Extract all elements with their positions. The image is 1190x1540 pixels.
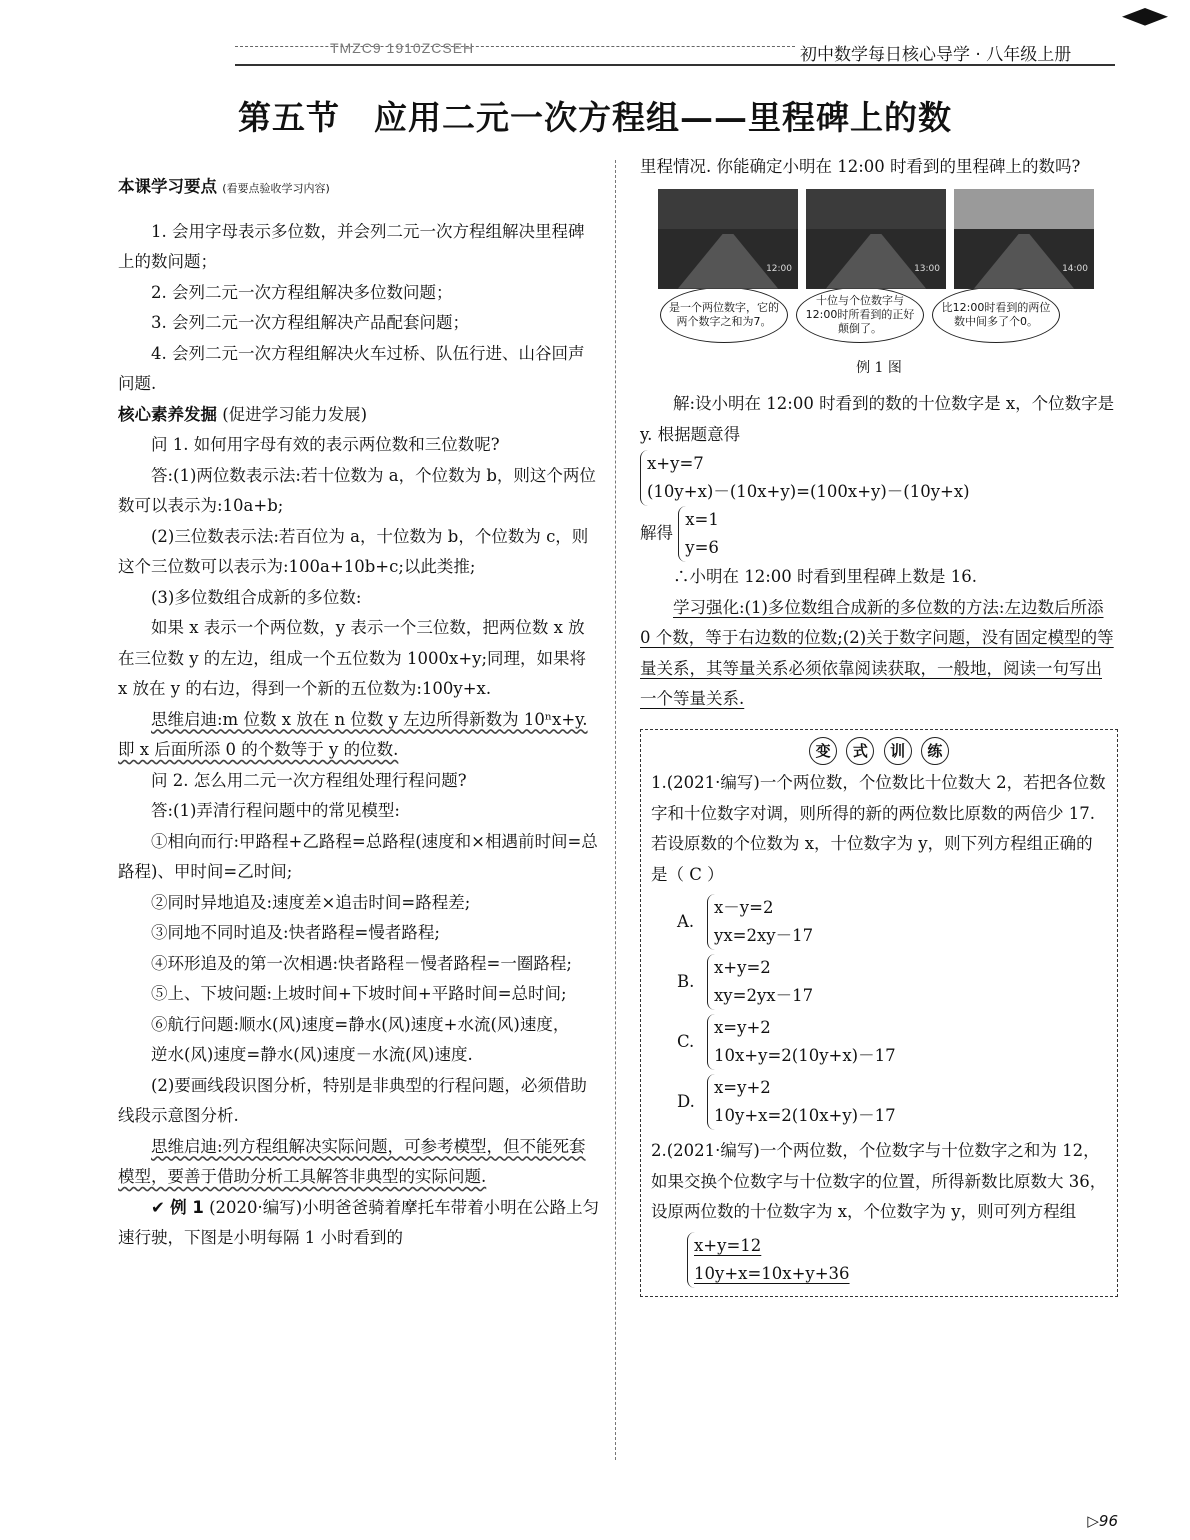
point-4: 4. 会列二元一次方程组解决火车过桥、队伍行进、山谷回声问题. — [118, 343, 585, 393]
section-note: (看要点验收学习内容) — [222, 182, 330, 195]
book-title: 初中数学每日核心导学 · 八年级上册 — [800, 45, 1072, 65]
brace — [707, 1014, 896, 1070]
section-title: 核心素养发掘 — [118, 404, 217, 424]
option-c — [677, 1014, 1107, 1070]
equation: x=y+2 — [714, 1018, 771, 1037]
equation: 10y+x=2(10x+y)－17 — [714, 1106, 896, 1125]
title-char: 训 — [884, 737, 912, 765]
model-item: ⑥航行问题:顺水(风)速度=静水(风)速度+水流(风)速度， — [151, 1014, 570, 1034]
title-char: 练 — [921, 737, 949, 765]
answer-2-part-2: (2)要画线段识图分析，特别是非典型的行程问题，必须借助线段示意图分析. — [118, 1075, 587, 1125]
question-2: 问 2. 怎么用二元一次方程组处理行程问题? — [151, 770, 467, 790]
equation: 10x+y=2(10y+x)－17 — [714, 1046, 896, 1065]
equation: x+y=7 — [647, 454, 704, 473]
option-label: D. — [677, 1091, 695, 1111]
equation: x=1 — [685, 510, 719, 529]
brace — [707, 894, 813, 950]
page-title: 第五节 应用二元一次方程组——里程碑上的数 — [238, 98, 952, 137]
answer-1-part-4: 如果 x 表示一个两位数，y 表示一个三位数，把两位数 x 放在三位数 y 的左边，组成一个五位数为 1000x+y;同理，如果将 x 放在 y 的右边，得到一个新的五位数为:100y+x. — [118, 618, 587, 698]
answer-1-part-1: 答:(1)两位数表示法:若十位数为 a，个位数为 b，则这个两位数可以表示为:10a+b; — [118, 465, 596, 515]
answer-1-part-3: (3)多位数组合成新的多位数: — [151, 587, 362, 607]
brace — [687, 1232, 850, 1288]
equation: xy=2yx－17 — [714, 986, 814, 1005]
practice-question-2: 2.(2021·编写)一个两位数，个位数字与十位数字之和为 12，如果交换个位数字与十位数字的位置，所得新数比原数大 36，设原两位数的十位数字为 x，个位数字为 y，则可列方程组 — [651, 1141, 1107, 1221]
road-photo — [954, 189, 1094, 289]
brace — [707, 1074, 896, 1130]
speech-bubble: 是一个两位数字，它的两个数字之和为7。 — [660, 287, 788, 343]
brace — [640, 450, 970, 506]
equation: (10y+x)－(10x+y)=(100x+y)－(10y+x) — [647, 482, 970, 501]
equation: x+y=12 — [694, 1235, 762, 1255]
equation: x+y=2 — [714, 958, 771, 977]
brace — [678, 506, 719, 562]
solution-result — [640, 506, 1118, 562]
solution-setup: 解:设小明在 12:00 时看到的数的十位数字是 x，个位数字是 y. 根据题意得 — [640, 394, 1115, 444]
practice-title — [651, 736, 1107, 767]
figure-caption: 例 1 图 — [856, 359, 902, 376]
practice-question-1: 1.(2021·编写)一个两位数，个位数比十位数大 2，若把各位数字和十位数字对调，则所得的新的两位数比原数的两倍少 17. 若设原数的个位数为 x，十位数字为 y，则下列方程组正确的是（ C ） — [651, 773, 1106, 884]
example-continuation: 里程情况. 你能确定小明在 12:00 时看到的里程碑上的数吗? — [640, 157, 1081, 176]
equation-system — [640, 450, 1118, 506]
example-label: 例 1 — [170, 1197, 204, 1217]
model-item: 逆水(风)速度=静水(风)速度－水流(风)速度. — [151, 1045, 473, 1064]
point-3: 3. 会列二元一次方程组解决产品配套问题； — [151, 313, 469, 332]
road-photo — [806, 189, 946, 289]
section-note: (促进学习能力发展) — [222, 404, 368, 424]
equation: 10y+x=10x+y+36 — [694, 1263, 850, 1283]
page-number: ▷96 — [1087, 1512, 1118, 1530]
title-char: 变 — [809, 737, 837, 765]
equation: x=y+2 — [714, 1078, 771, 1097]
equation: x－y=2 — [714, 898, 774, 917]
checkmark-icon: ✔ — [151, 1197, 165, 1217]
model-item: ⑤上、下坡问题:上坡时间+下坡时间+平路时间=总时间; — [151, 984, 567, 1003]
right-column — [640, 152, 1118, 1297]
speech-bubble: 十位与个位数字与12:00时所看到的正好颠倒了。 — [796, 287, 924, 343]
model-item: ③同地不同时追及:快者路程=慢者路程; — [151, 923, 440, 942]
option-b — [677, 954, 1107, 1010]
title-char: 式 — [846, 737, 874, 765]
option-a — [677, 894, 1107, 950]
point-1: 1. 会用字母表示多位数，并会列二元一次方程组解决里程碑上的数问题； — [118, 221, 585, 271]
section-core — [118, 400, 600, 431]
road-photo — [658, 189, 798, 289]
speech-bubbles — [660, 287, 1118, 343]
answer-system — [687, 1232, 1107, 1288]
section-title: 本课学习要点 — [118, 177, 217, 196]
photo-time: 14:00 — [1062, 264, 1088, 274]
option-label: C. — [677, 1031, 695, 1051]
column-divider — [615, 160, 616, 1460]
left-column — [118, 172, 600, 1254]
question-1: 问 1. 如何用字母有效的表示两位数和三位数呢? — [151, 435, 500, 454]
photo-time: 13:00 — [914, 264, 940, 274]
header-faded-code: TMZC9 1910ZCSEH — [330, 40, 475, 56]
practice-box — [640, 729, 1118, 1297]
graduation-cap-icon — [1122, 8, 1168, 30]
solve-label: 解得 — [640, 523, 673, 543]
hint-2: 思维启迪:列方程组解决实际问题，可参考模型，但不能死套模型，要善于借助分析工具解答非典型的实际问题. — [118, 1136, 586, 1186]
model-item: ①相向而行:甲路程+乙路程=总路程(速度和×相遇前时间=总路程)、甲时间=乙时间; — [118, 831, 598, 881]
option-label: A. — [677, 911, 695, 931]
photo-time: 12:00 — [766, 264, 792, 274]
equation: y=6 — [685, 538, 719, 557]
answer-2-intro: 答:(1)弄清行程问题中的常见模型: — [151, 801, 400, 820]
model-item: ④环形追及的第一次相遇:快者路程－慢者路程=一圈路程; — [151, 953, 572, 973]
learning-reinforcement: 学习强化:(1)多位数组合成新的多位数的方法:左边数后所添 0 个数，等于右边数的位数;(2)关于数字问题，没有固定模型的等量关系，其等量关系必须依靠阅读获取，一般地，阅读一句写出一个等量关系. — [640, 597, 1114, 708]
option-label: B. — [677, 971, 695, 991]
conclusion: ∴小明在 12:00 时看到里程碑上数是 16. — [673, 567, 978, 586]
speech-bubble: 比12:00时看到的两位数中间多了个0。 — [932, 287, 1060, 343]
example-1-intro — [118, 1193, 600, 1254]
option-d — [677, 1074, 1107, 1130]
model-item: ②同时异地追及:速度差×追击时间=路程差; — [151, 892, 471, 912]
hint-1: 思维启迪:m 位数 x 放在 n 位数 y 左边所得新数为 10ⁿx+y. 即 x 后面所添 0 的个数等于 y 的位数. — [118, 709, 588, 759]
point-2: 2. 会列二元一次方程组解决多位数问题； — [151, 282, 453, 302]
header-dashed-rule — [235, 46, 795, 47]
answer-1-part-2: (2)三位数表示法:若百位为 a，十位数为 b，个位数为 c，则这个三位数可以表示为:100a+10b+c;以此类推; — [118, 526, 589, 576]
milestone-photos — [658, 189, 1118, 289]
header-rule — [235, 64, 1115, 66]
section-study-points — [118, 172, 600, 205]
brace — [707, 954, 813, 1010]
example-text: (2020·编写)小明爸爸骑着摩托车带着小明在公路上匀速行驶，下图是小明每隔 1 小时看到的 — [118, 1197, 600, 1247]
equation: yx=2xy－17 — [714, 926, 814, 945]
